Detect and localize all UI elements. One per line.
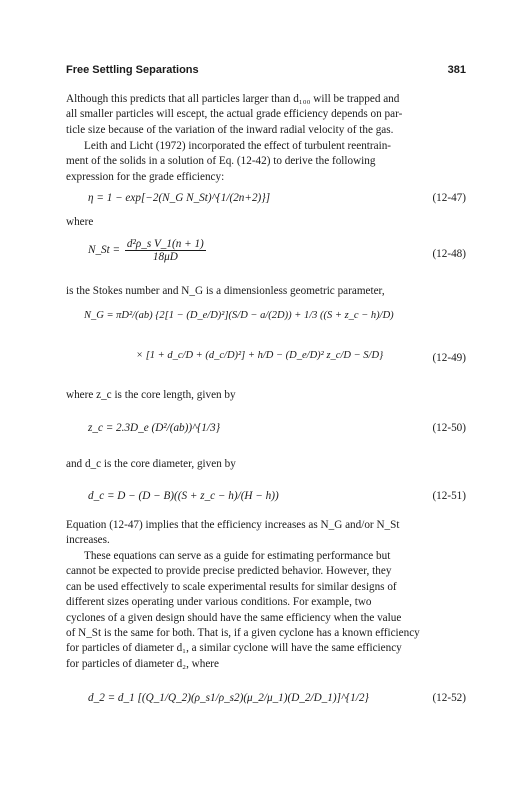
text-line: cyclones of a given design should have the same efficiency when the value [66, 611, 402, 624]
page-number: 381 [447, 64, 466, 76]
paragraph-1 [66, 92, 466, 138]
equation-body: z_c = 2.3D_e (D²/(ab))^{1/3} [88, 422, 221, 434]
text-line: increases. [66, 534, 110, 547]
where-label: where [66, 216, 94, 228]
equation-12-50 [66, 416, 466, 446]
paragraph-2 [66, 139, 466, 185]
header-title: Free Settling Separations [66, 64, 199, 76]
paragraph-3 [66, 518, 466, 549]
equation-number: (12-48) [432, 248, 466, 260]
equation-body: η = 1 − exp[−2(N_G N_St)^{1/(2n+2)}] [88, 192, 271, 204]
equation-number: (12-50) [432, 422, 466, 434]
equation-body: d_2 = d_1 [(Q_1/Q_2)(ρ_s1/ρ_s2)(μ_2/μ_1)(D_2/D_1)]^{1/2} [88, 692, 369, 704]
text-line: cannot be expected to provide precise predicted behavior. However, they [66, 565, 392, 578]
stokes-text: is the Stokes number and N_G is a dimensionless geometric parameter, [66, 285, 385, 297]
equation-line-2: × [1 + d_c/D + (d_c/D)²] + h/D − (D_e/D)² z_c/D − S/D} [136, 350, 384, 361]
equation-number: (12-51) [432, 490, 466, 502]
equation-12-47 [66, 192, 466, 208]
text-line: different sizes operating under various conditions. For example, two [66, 596, 372, 609]
running-header [66, 64, 466, 80]
equation-12-49 [66, 306, 466, 378]
text-line: can be used effectively to scale experimental results for similar designs of [66, 580, 397, 593]
equation-body: d_c = D − (D − B)((S + z_c − h)/(H − h)) [88, 490, 279, 502]
equation-number: (12-49) [432, 352, 466, 364]
text-line: expression for the grade efficiency: [66, 170, 225, 183]
equation-number: (12-47) [432, 192, 466, 204]
fraction [125, 238, 206, 263]
text-line: of N_St is the same for both. That is, if a given cyclone has a known efficiency [66, 627, 420, 640]
text-line: for particles of diameter d₁, a similar cyclone will have the same efficiency [66, 642, 402, 655]
equation-12-48 [66, 238, 466, 272]
text-line: ment of the solids in a solution of Eq. (12-42) to derive the following [66, 155, 376, 168]
equation-number: (12-52) [432, 692, 466, 704]
equation-12-51 [66, 484, 466, 514]
paragraph-4 [66, 549, 466, 672]
equation-12-52 [66, 684, 466, 716]
fraction-numerator: d²ρ_s V_1(n + 1) [126, 238, 204, 250]
equation-body [88, 238, 208, 263]
equation-lhs: N_St = [88, 244, 121, 257]
text-line: These equations can serve as a guide for estimating performance but [84, 550, 391, 562]
text-line: Leith and Licht (1972) incorporated the effect of turbulent reentrain- [84, 140, 392, 152]
text-line: for particles of diameter d₂, where [66, 657, 219, 670]
text-line: ticle size because of the variation of the inward radial velocity of the gas. [66, 123, 394, 136]
text-line: Equation (12-47) implies that the efficiency increases as N_G and/or N_St [66, 519, 400, 531]
text-line: all smaller particles will escept, the actual grade efficiency depends on par- [66, 108, 403, 121]
core-length-text: where z_c is the core length, given by [66, 389, 236, 401]
fraction-denominator: 18μD [152, 251, 178, 263]
equation-line-1: N_G = πD²/(ab) {2[1 − (D_e/D)²](S/D − a/(2D)) + 1/3 ((S + z_c − h)/D) [84, 310, 394, 321]
text-line: Although this predicts that all particles larger than d₁₀₀ will be trapped and [66, 93, 400, 105]
core-diameter-text: and d_c is the core diameter, given by [66, 458, 236, 470]
